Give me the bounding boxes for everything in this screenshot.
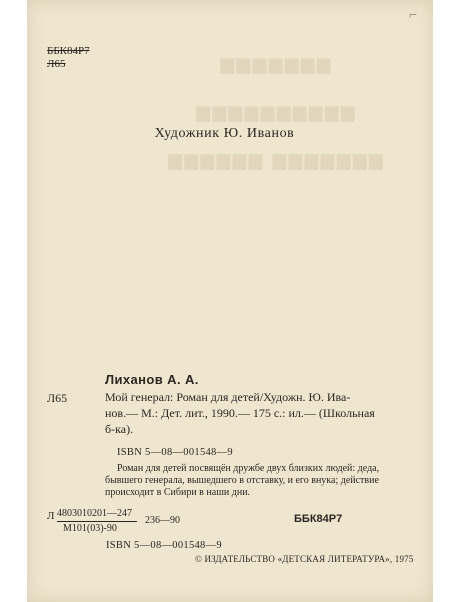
copyright-line: © ИЗДАТЕЛЬСТВО «ДЕТСКАЯ ЛИТЕРАТУРА», 1975 (195, 554, 414, 564)
annotation-line: бывшего генерала, вышедшего в отставку, и его внука; действие (105, 475, 379, 486)
bbk-code-top: ББК84Р7 (47, 45, 90, 57)
fraction-numerator: 4803010201—247 (57, 508, 132, 519)
description-line: Мой генерал: Роман для детей/Художн. Ю. Ива- (105, 390, 351, 404)
udc-code-top: Л65 (47, 58, 66, 70)
fraction-denominator: М101(03)-90 (63, 523, 117, 534)
fraction-tail: 236—90 (145, 515, 180, 526)
annotation-line: происходит в Сибири в наши дни. (105, 487, 251, 498)
author-index: Л65 (47, 391, 68, 405)
isbn-lower: ISBN 5—08—001548—9 (106, 540, 222, 551)
corner-mark: ⌐ (409, 8, 417, 23)
book-page (27, 0, 433, 602)
artist-credit: Художник Ю. Иванов (154, 126, 295, 141)
annotation-line: Роман для детей посвящён дружбе двух близких людей: деда, (117, 463, 380, 474)
isbn-upper: ISBN 5—08—001548—9 (117, 447, 233, 458)
description-line: нов.— М.: Дет. лит., 1990.— 175 с.: ил.— (Школьная (105, 406, 375, 420)
annotation (105, 463, 417, 499)
fraction-letter: Л (47, 510, 55, 522)
show-through-text: ▆▆▆▆▆▆ ▆▆▆▆▆▆▆ ▆▆▆▆▆▆▆▆▆▆ ▆▆▆▆▆▆▆ (168, 59, 386, 174)
author-name: Лиханов А. А. (105, 372, 199, 387)
bbk-code-bottom: ББК84Р7 (294, 513, 343, 525)
fraction-bar (57, 521, 137, 522)
bibliographic-description (105, 389, 417, 437)
description-line: б-ка). (105, 422, 134, 436)
